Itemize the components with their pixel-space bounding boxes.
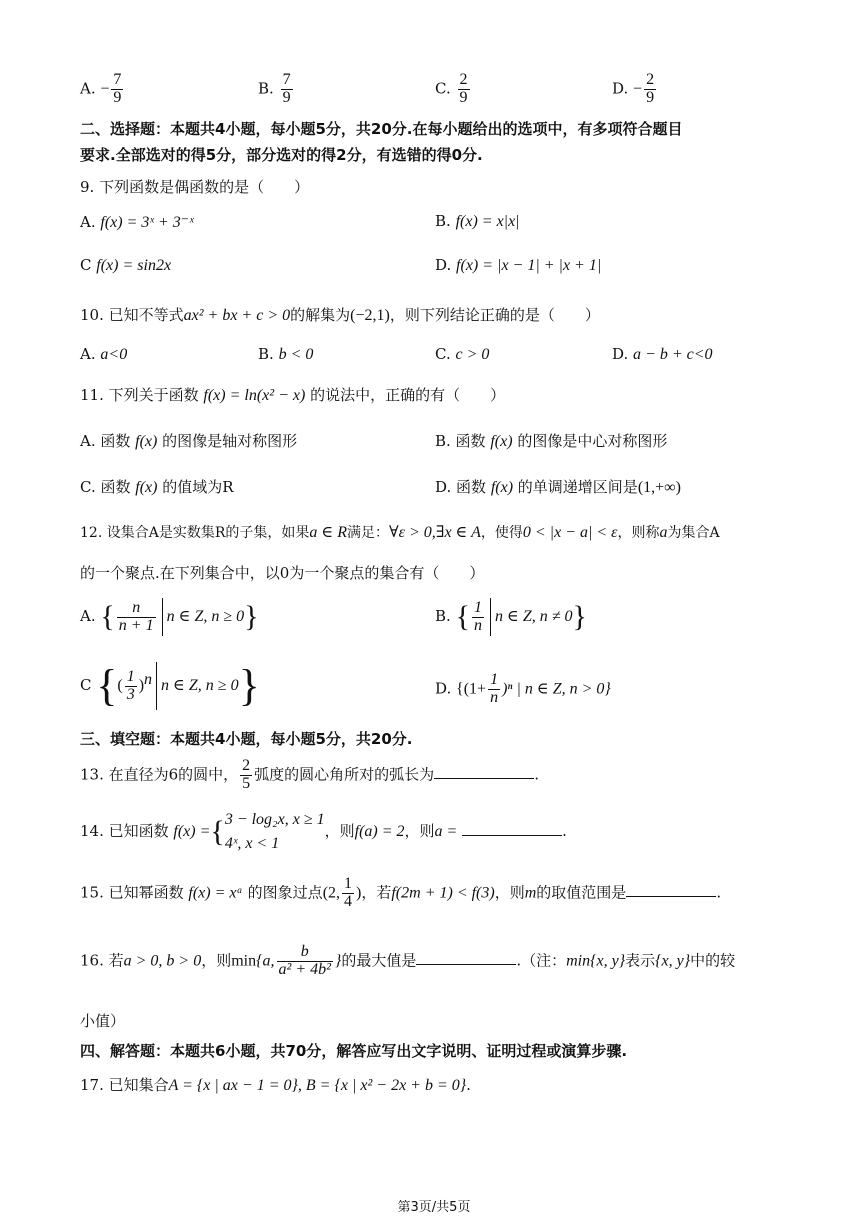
q8-option-b[interactable]: B. $\frac{7}{9}$ [258, 71, 291, 106]
q16-line2: 小值） [80, 1012, 126, 1030]
q8-option-c[interactable]: C. $\frac{2}{9}$ [435, 71, 468, 106]
q9-option-d[interactable]: D. f(x) = |x − 1| + |x + 1| [435, 256, 602, 274]
q9-option-c[interactable]: C f(x) = sin2x [80, 256, 172, 274]
q8-option-a[interactable]: A. − $\frac{7}{9}$ [80, 71, 122, 106]
q12-option-a[interactable]: A. { $\frac{n}{n + 1}$ n ∈ Z, n ≥ 0} [80, 598, 259, 636]
q14-answer-blank[interactable] [462, 821, 562, 836]
q12-option-d[interactable]: D. {(1+ $\frac{1}{n}$ )ⁿ | n ∈ Z, n > 0} [435, 671, 611, 706]
q8-option-d[interactable]: D. − $\frac{2}{9}$ [612, 71, 655, 106]
q10-stem: 10. 已知不等式ax² + bx + c > 0的解集为(−2,1)，则下列结论正确的是（ ） [80, 306, 600, 324]
q13-answer-blank[interactable] [434, 764, 534, 779]
q12-option-b[interactable]: B. { $\frac{1}{n}$ n ∈ Z, n ≠ 0} [435, 598, 587, 636]
q9-option-b[interactable]: B. f(x) = x|x| [435, 212, 520, 230]
q11-option-a[interactable]: A. 函数 f(x) 的图像是轴对称图形 [80, 432, 298, 450]
section2-line2: 要求.全部选对的得5分，部分选对的得2分，有选错的得0分. [80, 146, 483, 164]
q10-option-c[interactable]: C. c > 0 [435, 345, 490, 363]
q17: 17. 已知集合A = {x | ax − 1 = 0}, B = {x | x² − 2x + b = 0}. [80, 1076, 471, 1094]
q12-option-c[interactable]: C {( $\frac{1}{3}$ )$^n$ n ∈ Z, n ≥ 0} [80, 661, 260, 710]
q9-stem: 9. 下列函数是偶函数的是（ ） [80, 178, 310, 196]
q9-option-a[interactable]: A. f(x) = 3ˣ + 3⁻ˣ [80, 213, 194, 231]
q10-option-a[interactable]: A. a<0 [80, 345, 128, 363]
section2-line1: 二、选择题：本题共4小题，每小题5分，共20分.在每小题给出的选项中，有多项符合题目 [80, 120, 683, 138]
q10-option-b[interactable]: B. b < 0 [258, 345, 314, 363]
section3-title: 三、填空题：本题共4小题，每小题5分，共20分. [80, 730, 413, 748]
page-footer: 第3页/共5页 [397, 1200, 471, 1215]
q13: 13. 在直径为6的圆中， $\frac{2}{5}$ 弧度的圆心角所对的弧长为 . [80, 757, 539, 792]
q10-option-d[interactable]: D. a − b + c<0 [612, 345, 713, 363]
q11-option-d[interactable]: D. 函数 f(x) 的单调递增区间是(1,+∞) [435, 478, 681, 496]
q15: 15. 已知幂函数 f(x) = xᵃ 的图象过点(2, $\frac{1}{4}$ )，若f(2m + 1) < f(3)，则m的取值范围是 . [80, 875, 722, 910]
q11-option-b[interactable]: B. 函数 f(x) 的图像是中心对称图形 [435, 432, 668, 450]
q15-answer-blank[interactable] [626, 882, 716, 897]
q16: 16. 若a > 0, b > 0，则min{a, $\frac{b}{\text{a² + 4b²}}$ }的最大值是 .（注：min{x, y}表示{x, y}中的较 [80, 943, 736, 978]
q11-stem: 11. 下列关于函数 f(x) = ln(x² − x) 的说法中，正确的有（ ） [80, 386, 506, 404]
q16-answer-blank[interactable] [416, 950, 516, 965]
q11-option-c[interactable]: C. 函数 f(x) 的值域为R [80, 478, 234, 496]
q12-stem-line2: 的一个聚点.在下列集合中，以0为一个聚点的集合有（ ） [80, 564, 485, 582]
q12-stem-line1: 12. 设集合A是实数集R的子集，如果a ∈ R满足：∀ε > 0,∃x ∈ A，使得0 < |x − a| < ε，则称a为集合A [80, 524, 720, 541]
q14: 14. 已知函数 f(x) ={ 3 − log₂x, x ≥ 1 4ˣ, x < 1 ，则f(a) = 2，则a = . [80, 811, 567, 852]
section4-title: 四、解答题：本题共6小题，共70分，解答应写出文字说明、证明过程或演算步骤. [80, 1042, 628, 1060]
